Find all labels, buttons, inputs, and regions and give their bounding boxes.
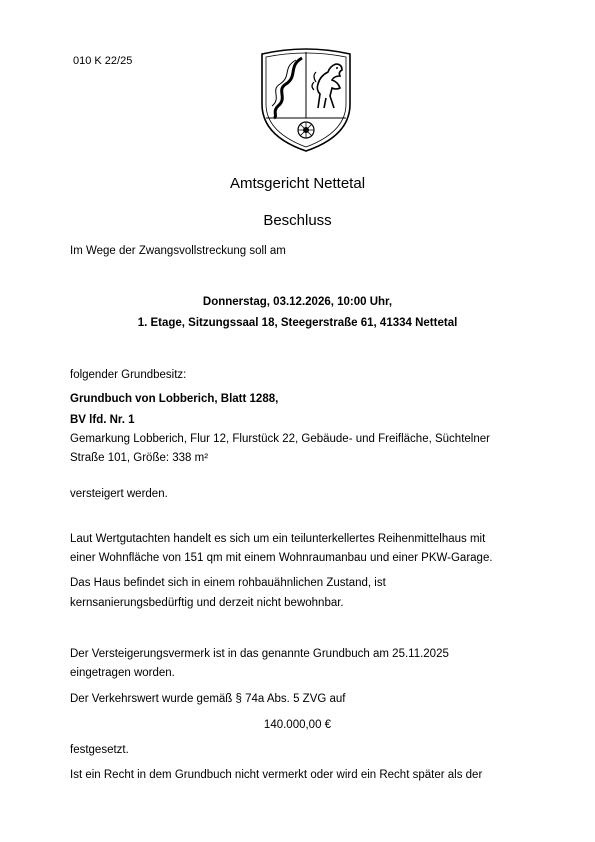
- gemarkung-line-1: Gemarkung Lobberich, Flur 12, Flurstück 22, Gebäude- und Freifläche, Süchtelner: [70, 433, 490, 445]
- coat-of-arms-icon: [258, 46, 354, 154]
- vermerk-line-2: eingetragen worden.: [70, 667, 175, 679]
- zustand-line-2: kernsanierungsbedürftig und derzeit nicht bewohnbar.: [70, 597, 344, 609]
- bv-line: BV lfd. Nr. 1: [70, 414, 135, 426]
- property-intro: folgender Grundbesitz:: [70, 369, 187, 381]
- intro-text: Im Wege der Zwangsvollstreckung soll am: [70, 245, 286, 257]
- verkehrswert-amount: 140.000,00 €: [263, 719, 332, 731]
- festgesetzt-text: festgesetzt.: [70, 744, 129, 756]
- versteigert-text: versteigert werden.: [70, 488, 168, 500]
- court-name: Amtsgericht Nettetal: [229, 175, 366, 192]
- grundbuch-line: Grundbuch von Lobberich, Blatt 1288,: [70, 393, 279, 405]
- gemarkung-line-2: Straße 101, Größe: 338 m²: [70, 452, 209, 464]
- gutachten-line-2: einer Wohnfläche von 151 qm mit einem Wohnraumanbau und einer PKW-Garage.: [70, 552, 493, 564]
- auction-date: Donnerstag, 03.12.2026, 10:00 Uhr,: [202, 296, 393, 308]
- vermerk-line-1: Der Versteigerungsvermerk ist in das genannte Grundbuch am 25.11.2025: [70, 648, 449, 660]
- recht-line: Ist ein Recht in dem Grundbuch nicht vermerkt oder wird ein Recht später als der: [70, 769, 483, 781]
- verkehrswert-line: Der Verkehrswert wurde gemäß § 74a Abs. 5 ZVG auf: [70, 693, 346, 705]
- file-number: 010 K 22/25: [73, 55, 133, 67]
- document-title: Beschluss: [263, 212, 332, 229]
- auction-location: 1. Etage, Sitzungssaal 18, Steegerstraße 61, 41334 Nettetal: [137, 317, 458, 329]
- gutachten-line-1: Laut Wertgutachten handelt es sich um ein teilunterkellertes Reihenmittelhaus mit: [70, 533, 486, 545]
- zustand-line-1: Das Haus befindet sich in einem rohbauähnlichen Zustand, ist: [70, 577, 386, 589]
